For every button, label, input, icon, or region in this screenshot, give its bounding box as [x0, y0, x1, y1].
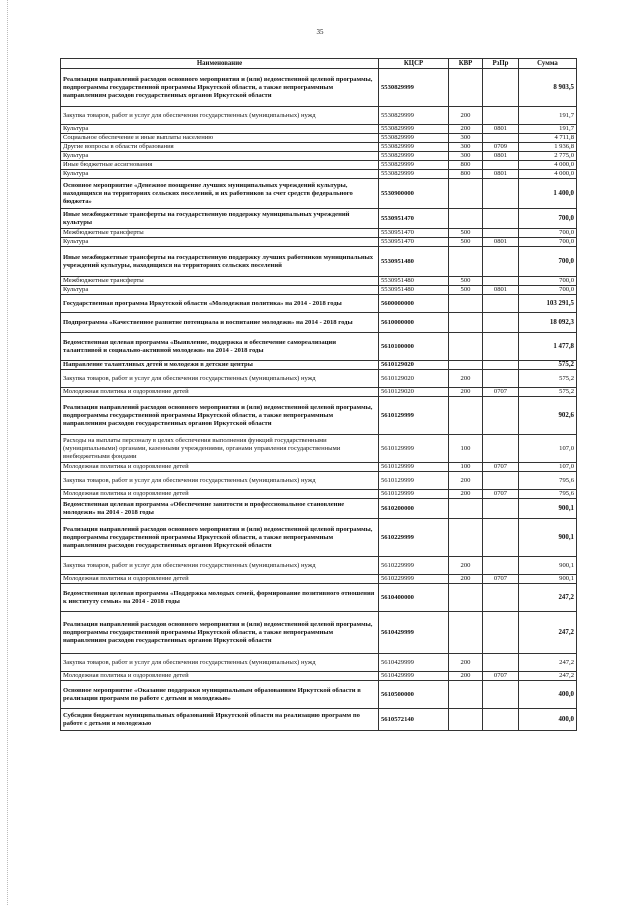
- row-kcsr-cell: 5600000000: [379, 295, 449, 313]
- row-kvr-cell: [449, 209, 483, 229]
- row-kvr-cell: [449, 247, 483, 277]
- row-kvr-cell: 500: [449, 286, 483, 295]
- row-kvr-cell: 300: [449, 134, 483, 143]
- row-rzpr-cell: [483, 370, 519, 388]
- row-name-cell: Иные бюджетные ассигнования: [61, 161, 379, 170]
- table-row: [61, 435, 577, 463]
- row-kcsr-cell: 5610229999: [379, 575, 449, 584]
- row-kvr-cell: [449, 313, 483, 333]
- row-kcsr-cell: 5530829999: [379, 107, 449, 125]
- row-kcsr-cell: 5530951470: [379, 209, 449, 229]
- row-sum-cell: 247,2: [519, 654, 577, 672]
- row-kcsr-cell: 5610400000: [379, 584, 449, 612]
- table-row: [61, 238, 577, 247]
- table-row: [61, 463, 577, 472]
- row-rzpr-cell: 0707: [483, 490, 519, 499]
- row-kvr-cell: [449, 584, 483, 612]
- row-sum-cell: 900,1: [519, 499, 577, 519]
- row-kvr-cell: 500: [449, 277, 483, 286]
- row-rzpr-cell: [483, 333, 519, 361]
- table-row: [61, 247, 577, 277]
- row-sum-cell: 4 711,8: [519, 134, 577, 143]
- row-kvr-cell: 100: [449, 463, 483, 472]
- table-row: [61, 584, 577, 612]
- budget-table: [60, 58, 577, 731]
- row-rzpr-cell: 0801: [483, 152, 519, 161]
- table-row: [61, 709, 577, 731]
- row-kcsr-cell: 5530951480: [379, 277, 449, 286]
- table-row: [61, 152, 577, 161]
- row-rzpr-cell: [483, 557, 519, 575]
- table-row: [61, 170, 577, 179]
- row-sum-cell: 400,0: [519, 681, 577, 709]
- row-sum-cell: 107,0: [519, 435, 577, 463]
- row-kvr-cell: [449, 179, 483, 209]
- table-row: [61, 125, 577, 134]
- row-name-cell: Основное мероприятие «Оказание поддержки муниципальным образованиям Иркутской области в реализации программ по работе с детьми и молодежью»: [61, 681, 379, 709]
- row-sum-cell: 1 400,0: [519, 179, 577, 209]
- table-row: [61, 295, 577, 313]
- row-sum-cell: 900,1: [519, 519, 577, 557]
- row-kvr-cell: 200: [449, 388, 483, 397]
- row-kcsr-cell: 5610129020: [379, 370, 449, 388]
- row-name-cell: Иные межбюджетные трансферты на государственную поддержку лучших работников муниципальных учреждений культуры, находящихся на территориях сельских поселений: [61, 247, 379, 277]
- row-kvr-cell: [449, 519, 483, 557]
- row-name-cell: Культура: [61, 238, 379, 247]
- row-sum-cell: 700,0: [519, 229, 577, 238]
- row-name-cell: Культура: [61, 152, 379, 161]
- row-rzpr-cell: [483, 247, 519, 277]
- table-row: [61, 134, 577, 143]
- row-kvr-cell: 200: [449, 472, 483, 490]
- column-header-kvr: КВР: [449, 59, 483, 69]
- table-body: [61, 69, 577, 731]
- row-kvr-cell: [449, 69, 483, 107]
- row-sum-cell: 247,2: [519, 584, 577, 612]
- row-kcsr-cell: 5610129020: [379, 361, 449, 370]
- row-kcsr-cell: 5610000000: [379, 313, 449, 333]
- table-row: [61, 472, 577, 490]
- row-sum-cell: 700,0: [519, 286, 577, 295]
- row-sum-cell: 575,2: [519, 388, 577, 397]
- row-kcsr-cell: 5610129999: [379, 435, 449, 463]
- row-kvr-cell: 800: [449, 170, 483, 179]
- row-kvr-cell: [449, 333, 483, 361]
- column-header-kcsr: КЦСР: [379, 59, 449, 69]
- table-row: [61, 672, 577, 681]
- row-sum-cell: 18 092,3: [519, 313, 577, 333]
- row-rzpr-cell: [483, 229, 519, 238]
- row-kvr-cell: 200: [449, 490, 483, 499]
- table-row: [61, 286, 577, 295]
- row-sum-cell: 700,0: [519, 247, 577, 277]
- row-rzpr-cell: [483, 499, 519, 519]
- row-kvr-cell: 800: [449, 161, 483, 170]
- row-sum-cell: 103 291,5: [519, 295, 577, 313]
- row-kcsr-cell: 5610129020: [379, 388, 449, 397]
- row-kcsr-cell: 5610129999: [379, 463, 449, 472]
- row-kvr-cell: 200: [449, 654, 483, 672]
- row-kcsr-cell: 5610229999: [379, 519, 449, 557]
- row-rzpr-cell: 0801: [483, 286, 519, 295]
- row-kvr-cell: 200: [449, 107, 483, 125]
- row-name-cell: Направление талантливых детей и молодежи в детские центры: [61, 361, 379, 370]
- row-name-cell: Реализация направлений расходов основного мероприятия и (или) ведомственной целевой программы, подпрограммы государственной программы Иркутской области, а также непрограммным направлениям расходов государственных органов Иркутской области: [61, 519, 379, 557]
- row-kcsr-cell: 5610100000: [379, 333, 449, 361]
- row-sum-cell: 2 775,0: [519, 152, 577, 161]
- row-name-cell: Основное мероприятие «Денежное поощрение лучших муниципальных учреждений культуры, находящихся на территориях сельских поселений, и их работников за счет средств федерального бюджета»: [61, 179, 379, 209]
- row-rzpr-cell: 0801: [483, 125, 519, 134]
- row-rzpr-cell: 0801: [483, 238, 519, 247]
- row-name-cell: Молодежная политика и оздоровление детей: [61, 490, 379, 499]
- row-name-cell: Культура: [61, 170, 379, 179]
- table-row: [61, 575, 577, 584]
- column-header-sum: Сумма: [519, 59, 577, 69]
- page-number: 35: [316, 28, 324, 36]
- table-row: [61, 333, 577, 361]
- row-rzpr-cell: [483, 313, 519, 333]
- row-name-cell: Молодежная политика и оздоровление детей: [61, 463, 379, 472]
- row-sum-cell: 700,0: [519, 277, 577, 286]
- row-rzpr-cell: [483, 681, 519, 709]
- row-kvr-cell: [449, 681, 483, 709]
- table-row: [61, 370, 577, 388]
- row-kvr-cell: 500: [449, 229, 483, 238]
- row-sum-cell: 700,0: [519, 209, 577, 229]
- row-name-cell: Молодежная политика и оздоровление детей: [61, 388, 379, 397]
- table-row: [61, 499, 577, 519]
- row-kcsr-cell: 5530829999: [379, 161, 449, 170]
- table-row: [61, 143, 577, 152]
- row-rzpr-cell: [483, 435, 519, 463]
- row-kvr-cell: [449, 612, 483, 654]
- row-kcsr-cell: 5530951480: [379, 286, 449, 295]
- table-row: [61, 557, 577, 575]
- row-rzpr-cell: [483, 179, 519, 209]
- row-rzpr-cell: 0707: [483, 463, 519, 472]
- row-sum-cell: 191,7: [519, 107, 577, 125]
- row-name-cell: Молодежная политика и оздоровление детей: [61, 575, 379, 584]
- row-sum-cell: 575,2: [519, 370, 577, 388]
- row-kcsr-cell: 5610229999: [379, 557, 449, 575]
- row-name-cell: Ведомственная целевая программа «Обеспечение занятости и профессиональное становление молодежи» на 2014 - 2018 годы: [61, 499, 379, 519]
- row-kvr-cell: [449, 709, 483, 731]
- table-row: [61, 313, 577, 333]
- row-name-cell: Культура: [61, 125, 379, 134]
- row-kvr-cell: 200: [449, 672, 483, 681]
- scan-margin: [2, 0, 8, 905]
- row-name-cell: Подпрограмма «Качественное развитие потенциала и воспитание молодежи» на 2014 - 2018 годы: [61, 313, 379, 333]
- table-row: [61, 209, 577, 229]
- row-rzpr-cell: [483, 107, 519, 125]
- table-row: [61, 229, 577, 238]
- row-name-cell: Закупка товаров, работ и услуг для обеспечения государственных (муниципальных) нужд: [61, 370, 379, 388]
- row-name-cell: Культура: [61, 286, 379, 295]
- row-sum-cell: 8 903,5: [519, 69, 577, 107]
- row-rzpr-cell: [483, 519, 519, 557]
- row-kcsr-cell: 5530951470: [379, 229, 449, 238]
- row-kvr-cell: 200: [449, 557, 483, 575]
- row-kcsr-cell: 5610129999: [379, 490, 449, 499]
- table-row: [61, 107, 577, 125]
- row-rzpr-cell: 0801: [483, 170, 519, 179]
- table-row: [61, 490, 577, 499]
- row-name-cell: Ведомственная целевая программа «Выявление, поддержка и обеспечение самореализации талантливой и социально-активной молодежи» на 2014 - 2018 годы: [61, 333, 379, 361]
- row-sum-cell: 795,6: [519, 490, 577, 499]
- row-kvr-cell: [449, 499, 483, 519]
- row-name-cell: Закупка товаров, работ и услуг для обеспечения государственных (муниципальных) нужд: [61, 654, 379, 672]
- row-kcsr-cell: 5610129999: [379, 472, 449, 490]
- row-name-cell: Государственная программа Иркутской области «Молодежная политика» на 2014 - 2018 годы: [61, 295, 379, 313]
- row-sum-cell: 107,0: [519, 463, 577, 472]
- row-kvr-cell: 200: [449, 575, 483, 584]
- row-name-cell: Социальное обеспечение и иные выплаты населению: [61, 134, 379, 143]
- row-rzpr-cell: [483, 584, 519, 612]
- row-name-cell: Межбюджетные трансферты: [61, 277, 379, 286]
- table-row: [61, 397, 577, 435]
- row-rzpr-cell: 0709: [483, 143, 519, 152]
- table-row: [61, 654, 577, 672]
- row-rzpr-cell: [483, 277, 519, 286]
- row-kvr-cell: 200: [449, 370, 483, 388]
- row-kcsr-cell: 5610500000: [379, 681, 449, 709]
- column-header-rzpr: РзПр: [483, 59, 519, 69]
- row-kcsr-cell: 5610429999: [379, 672, 449, 681]
- table-row: [61, 388, 577, 397]
- row-name-cell: Реализация направлений расходов основного мероприятия и (или) ведомственной целевой программы, подпрограммы государственной программы Иркутской области, а также непрограммным направлениям расходов государственных органов Иркутской области: [61, 69, 379, 107]
- row-sum-cell: 4 000,0: [519, 170, 577, 179]
- row-sum-cell: 900,1: [519, 557, 577, 575]
- table-row: [61, 277, 577, 286]
- row-name-cell: Закупка товаров, работ и услуг для обеспечения государственных (муниципальных) нужд: [61, 557, 379, 575]
- column-header-name: Наименование: [61, 59, 379, 69]
- row-kvr-cell: 500: [449, 238, 483, 247]
- row-rzpr-cell: [483, 161, 519, 170]
- row-rzpr-cell: [483, 709, 519, 731]
- table-row: [61, 69, 577, 107]
- row-rzpr-cell: [483, 295, 519, 313]
- table-row: [61, 681, 577, 709]
- row-sum-cell: 1 936,8: [519, 143, 577, 152]
- row-name-cell: Реализация направлений расходов основного мероприятия и (или) ведомственной целевой программы, подпрограммы государственной программы Иркутской области, а также непрограммным направлениям расходов государственных органов Иркутской области: [61, 397, 379, 435]
- row-name-cell: Закупка товаров, работ и услуг для обеспечения государственных (муниципальных) нужд: [61, 472, 379, 490]
- row-kcsr-cell: 5610429999: [379, 654, 449, 672]
- table-header-row: [61, 59, 577, 69]
- row-rzpr-cell: [483, 612, 519, 654]
- row-kvr-cell: 300: [449, 143, 483, 152]
- row-kcsr-cell: 5610200000: [379, 499, 449, 519]
- row-rzpr-cell: [483, 472, 519, 490]
- row-kvr-cell: 200: [449, 125, 483, 134]
- row-name-cell: Иные межбюджетные трансферты на государственную поддержку муниципальных учреждений культуры: [61, 209, 379, 229]
- row-kcsr-cell: 5530829999: [379, 152, 449, 161]
- row-name-cell: Субсидии бюджетам муниципальных образований Иркутской области на реализацию программ по работе с детьми и молодежью: [61, 709, 379, 731]
- row-kcsr-cell: 5530829999: [379, 125, 449, 134]
- row-sum-cell: 902,6: [519, 397, 577, 435]
- row-kcsr-cell: 5610429999: [379, 612, 449, 654]
- row-name-cell: Ведомственная целевая программа «Поддержка молодых семей, формирование позитивного отношения к институту семьи» на 2014 - 2018 годы: [61, 584, 379, 612]
- row-name-cell: Молодежная политика и оздоровление детей: [61, 672, 379, 681]
- row-name-cell: Другие вопросы в области образования: [61, 143, 379, 152]
- row-kvr-cell: [449, 361, 483, 370]
- row-sum-cell: 900,1: [519, 575, 577, 584]
- row-sum-cell: 4 000,0: [519, 161, 577, 170]
- row-sum-cell: 247,2: [519, 612, 577, 654]
- row-name-cell: Закупка товаров, работ и услуг для обеспечения государственных (муниципальных) нужд: [61, 107, 379, 125]
- row-name-cell: Межбюджетные трансферты: [61, 229, 379, 238]
- row-kvr-cell: [449, 397, 483, 435]
- row-sum-cell: 1 477,8: [519, 333, 577, 361]
- row-rzpr-cell: [483, 69, 519, 107]
- row-kcsr-cell: 5610129999: [379, 397, 449, 435]
- row-kcsr-cell: 5530829999: [379, 134, 449, 143]
- row-kcsr-cell: 5530829999: [379, 170, 449, 179]
- table-row: [61, 612, 577, 654]
- table-row: [61, 161, 577, 170]
- row-sum-cell: 575,2: [519, 361, 577, 370]
- table-row: [61, 179, 577, 209]
- row-kvr-cell: 300: [449, 152, 483, 161]
- row-kcsr-cell: 5530829999: [379, 143, 449, 152]
- row-rzpr-cell: [483, 654, 519, 672]
- row-kcsr-cell: 5530829999: [379, 69, 449, 107]
- row-name-cell: Реализация направлений расходов основного мероприятия и (или) ведомственной целевой программы, подпрограммы государственной программы Иркутской области, а также непрограммным направлениям расходов государственных органов Иркутской области: [61, 612, 379, 654]
- row-sum-cell: 700,0: [519, 238, 577, 247]
- row-sum-cell: 247,2: [519, 672, 577, 681]
- row-kcsr-cell: 5610572140: [379, 709, 449, 731]
- row-rzpr-cell: 0707: [483, 388, 519, 397]
- row-name-cell: Расходы на выплаты персоналу в целях обеспечения выполнения функций государственными (муниципальными) органами, казенными учреждениями, органами управления государственными внебюджетными фондами: [61, 435, 379, 463]
- row-sum-cell: 795,6: [519, 472, 577, 490]
- row-rzpr-cell: [483, 134, 519, 143]
- row-kvr-cell: 100: [449, 435, 483, 463]
- row-kcsr-cell: 5530951470: [379, 238, 449, 247]
- row-sum-cell: 191,7: [519, 125, 577, 134]
- row-rzpr-cell: 0707: [483, 672, 519, 681]
- table-row: [61, 361, 577, 370]
- row-rzpr-cell: 0707: [483, 575, 519, 584]
- row-sum-cell: 400,0: [519, 709, 577, 731]
- row-rzpr-cell: [483, 209, 519, 229]
- row-rzpr-cell: [483, 361, 519, 370]
- row-rzpr-cell: [483, 397, 519, 435]
- table-row: [61, 519, 577, 557]
- row-kcsr-cell: 5530900000: [379, 179, 449, 209]
- row-kvr-cell: [449, 295, 483, 313]
- row-kcsr-cell: 5530951480: [379, 247, 449, 277]
